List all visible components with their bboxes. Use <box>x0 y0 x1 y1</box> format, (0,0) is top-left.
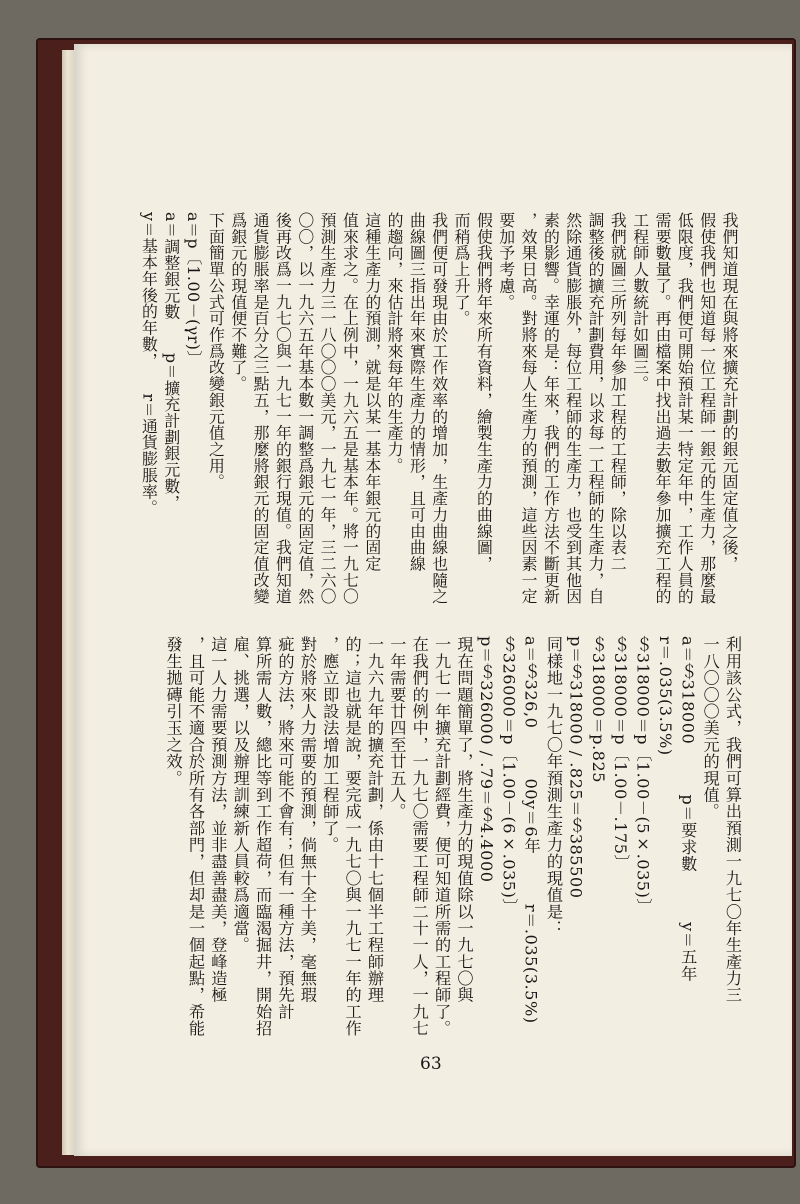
formula-line: y＝基本年後的年數， r＝通貨膨脹率。 <box>139 212 159 517</box>
text-line: 疵的方法，將來可能不會有；但有一種方法，預先計 <box>275 636 295 1020</box>
text-line: 一九七一年擴充計劃經費，便可知道所需的工程師了。 <box>432 636 452 1037</box>
text-line: 的；這也就是說，要完成一九七〇與一九七一年的工作 <box>342 636 362 1037</box>
formula-line: a＝＄326,0 00y＝6年 r＝.035(3.5%) <box>521 636 541 1024</box>
text-line: 預測生產力三一八〇〇〇美元，一九七一年，三二六〇 <box>318 212 338 605</box>
text-line: 低限度，我們便可開始預計某一特定年中，工作人員的 <box>675 212 695 605</box>
text-line: 這一人力需要預測方法，並非盡善盡美，登峰造極 <box>208 636 228 1004</box>
text-line: 我們知道現在與將來擴充計劃的銀元固定值之後， <box>720 212 739 572</box>
text-line: 素的影響。幸運的是：年來，我們的工作方法不斷更新 <box>541 212 561 605</box>
text-line: 假使我們將年來所有資料，繪製生產力的曲線圖， <box>474 212 494 572</box>
text-line: 假使我們也知道每一位工程師一銀元的生產力，那麼最 <box>697 212 717 605</box>
text-line: 調整後的擴充計劃費用，以求每一工程師的生產力，自 <box>586 212 606 605</box>
text-line: ，效果日高。對將來每人生產力的預測，這些因素一定 <box>519 212 539 605</box>
text-line: 工程師人數統計如圖三。 <box>630 212 650 392</box>
text-line: 需要數量了。再由檔案中找出過去數年參加擴充工程的 <box>653 212 673 605</box>
text-line: 同樣地一九七〇年預測生產力的現值是： <box>544 636 563 937</box>
text-line: 曲線圖三指出年來實際生產力的情形，且可由曲線 <box>407 212 427 572</box>
text-line: 這種生產力的預測，就是以某一基本年銀元的固定 <box>362 212 382 572</box>
text-line: 我們就圖三所列每年參加工程的工程師，除以表二 <box>608 212 628 572</box>
text-line: 〇〇，以一九六五年基本數一調整爲銀元的固定值，然 <box>295 212 315 605</box>
text-line: 雇、挑選，以及辦理訓練新人員較爲適當。 <box>230 636 250 954</box>
text-line: 對於將來人力需要的預測，倘無十全十美，毫無瑕 <box>297 636 317 1004</box>
formula-line: ＄318000＝p〔1.00－(5×.035)〕 <box>633 636 653 916</box>
text-line: 後再改爲一九七〇與一九七一年的銀行現值。我們知道 <box>273 212 293 605</box>
page-number: 63 <box>420 1054 442 1074</box>
text-line: 現在問題簡單了，將生產力的現值除以一九七〇與 <box>454 636 474 1004</box>
formula-line: a＝調整銀元數 p＝擴充計劃銀元數， <box>161 212 181 511</box>
text-line: 一九六九年的擴充計劃，係由十七個半工程師辦理 <box>365 636 384 1004</box>
text-line: 通貨膨脹率是百分之三點五，那麼將銀元的固定值改變 <box>251 212 271 605</box>
formula-line: a＝＄318000 p＝要求數 y＝五年 <box>678 636 698 982</box>
text-line: ，且可能不適合於所有各部門，但却是一個起點，希能 <box>186 636 205 1037</box>
text-line: 算所需人數，總比等到工作超荷，而臨渴掘井，開始招 <box>253 636 273 1037</box>
upper-text-block <box>100 212 740 604</box>
text-line: 在我們的例中，一九七〇需要工程師二十一人，一九七 <box>409 636 429 1037</box>
text-line: 值來求之。在上例中，一九六五是基本年。將一九七〇 <box>340 212 360 605</box>
text-line: 而稍爲上升了。 <box>452 212 472 327</box>
text-line: 一八〇〇〇美元的現值。 <box>700 636 720 820</box>
formula-line: ＄318000＝p.825 <box>588 636 608 784</box>
text-line: 利用該公式，我們可算出預測一九七〇年生產力三 <box>723 636 742 1004</box>
lower-text-block <box>138 636 743 1036</box>
text-line: 下面簡單公式可作爲改變銀元值之用。 <box>206 212 226 491</box>
text-line: 爲銀元的現值便不難了。 <box>228 212 248 392</box>
text-line: 我們便可發現由於工作效率的增加，生產力曲線也隨之 <box>429 212 449 605</box>
formula-line: ＄318000＝p〔1.00－.175〕 <box>611 636 631 872</box>
text-line: 一年需要廿四至廿五人。 <box>387 636 407 820</box>
formula-line: p＝＄326000 / .79＝＄4.4000 <box>476 636 496 883</box>
text-line: 發生拋磚引玉之效。 <box>163 636 183 787</box>
text-line: ，應立即設法增加工程師了。 <box>320 636 340 853</box>
text-line: 的趨向，來估計將來每年的生產力。 <box>385 212 405 474</box>
formula-line: ＄326000＝p〔1.00－(6×.035)〕 <box>499 636 519 916</box>
text-line: 然除通貨膨脹外，每位工程師的生產力，也受到其他因 <box>563 212 583 605</box>
formula-line: a＝p〔1.00－(γr)〕 <box>184 212 204 367</box>
formula-line: r＝.035(3.5%) <box>655 636 675 756</box>
formula-line: p＝＄318000 / .825＝＄385500 <box>566 636 586 899</box>
text-line: 要加予考慮。 <box>496 212 516 311</box>
